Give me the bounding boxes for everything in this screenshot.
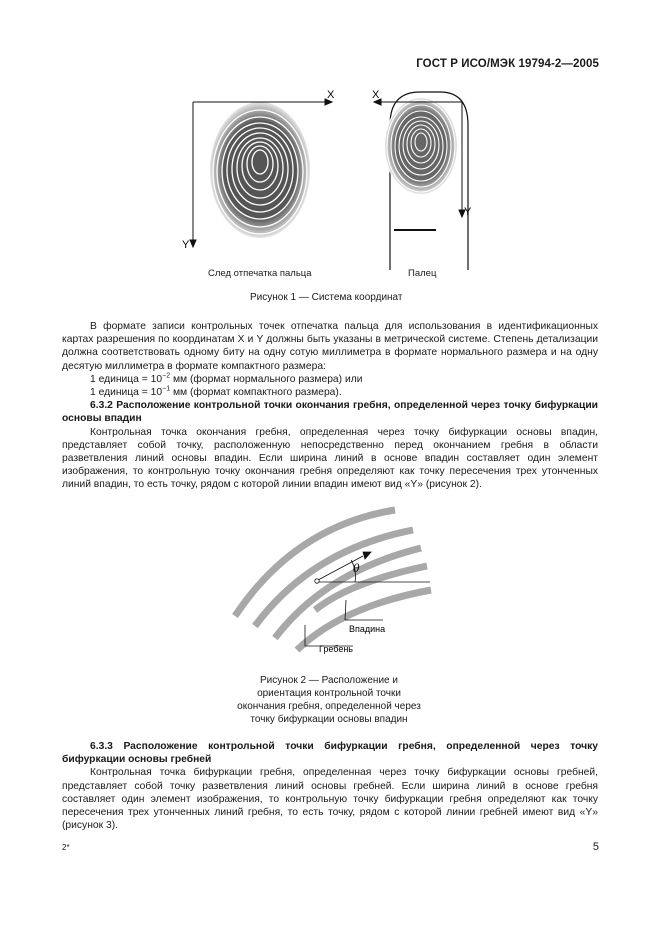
paragraph-block-2 (62, 740, 598, 832)
left-x-label: X (327, 89, 335, 101)
theta-label: θ (353, 562, 360, 575)
paragraph-resolution: В формате записи контрольных точек отпечатка пальца для использования в идентификационных картах разрешения по координатам X и Y должны быть указаны в метрической системе. Степень детализации должна соответствовать одному биту на одну сотую миллиметра в формате нормального размера и на одну десятую миллиметра в формате компактного размера: (62, 321, 598, 372)
valley-label: Впадина (349, 624, 386, 634)
finger-print (384, 97, 458, 195)
right-x-label: X (372, 89, 380, 101)
right-y-label: Y (464, 206, 472, 218)
figure-2-caption: Рисунок 2 — Расположение и ориентация контрольной точки окончания гребня, определенной через точку бифуркации основы впадин (237, 675, 421, 725)
figure-1-coordinate-system (150, 80, 510, 280)
page-number: 5 (592, 841, 599, 853)
fingerprint-label: След отпечатка пальца (208, 268, 312, 279)
document-header: ГОСТ Р ИСО/МЭК 19794-2—2005 (416, 58, 599, 70)
section-heading-6-3-2: 6.3.2 Расположение контрольной точки окончания гребня, определенной через точку бифуркации основы впадин (62, 400, 598, 425)
unit-line-1: 1 единица = $10^{-2}$ мм (формат нормального размера) или (90, 372, 363, 385)
footer-sheet-mark: 2* (62, 843, 70, 852)
ridge-label: Гребень (319, 644, 353, 654)
paragraph-ridge-bifurcation: Контрольная точка бифуркации гребня, определенная через точку бифуркации основы гребней, представляет собой точку разветвления линий основы гребней. Если ширина линий в основе гребня составляет один элемент изображения, то контрольную точку бифуркации гребня определяют как точку пересечения трех утонченных линий гребня, то есть точку, рядом с которой линии гребней имеют вид «Y» (рисунок 3). (62, 767, 598, 832)
finger-label: Палец (408, 268, 437, 279)
left-y-label: Y (182, 239, 190, 251)
paragraph-block-1 (62, 320, 598, 492)
unit-line-2: 1 единица = $10^{-1}$ мм (формат компактного размера). (90, 385, 342, 399)
figure-1-caption: Рисунок 1 — Система координат (250, 292, 403, 303)
figure-2-ridge-ending (225, 498, 445, 668)
section-heading-6-3-3: 6.3.3 Расположение контрольной точки бифуркации гребня, определенной через точку бифуркации основы гребней (62, 741, 598, 766)
paragraph-ridge-ending: Контрольная точка окончания гребня, определенная через точку бифуркации основы впадин, представляет собой точку, расположенную непосредственно перед окончанием гребня в области разветвления линий основы впадин. Если ширина линий в основе впадин составляет один элемент изображения, то контрольную точку окончания гребня определяют как точку пересечения трех утонченных линий впадин, то есть точку, рядом с которой линии впадин имеют вид «Y» (рисунок 2). (62, 426, 598, 491)
fingerprint-impression (209, 101, 311, 239)
